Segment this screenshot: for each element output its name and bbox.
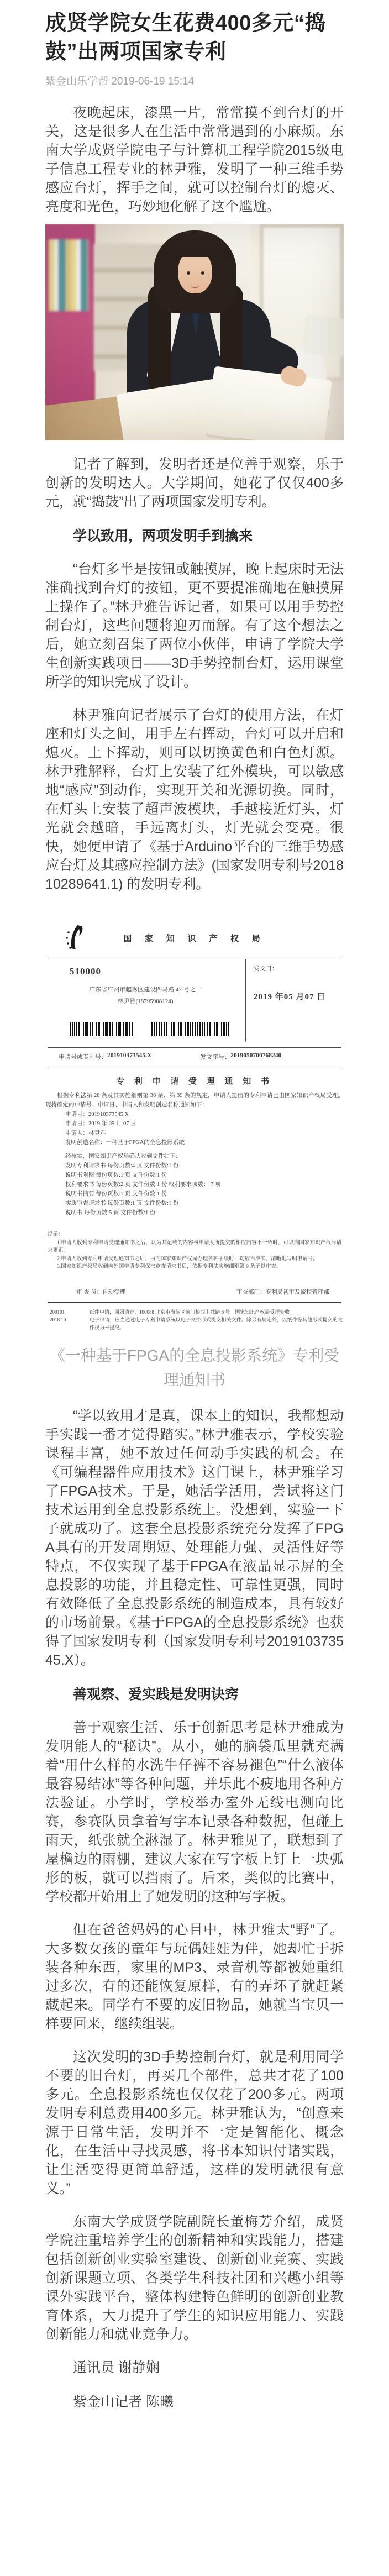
doc-footer-line-2: 电子申请，应当通过电子专利申请系统以电子文件形式提交相关文件。除另有规定外，以纸件等其他形式提交的文件视为未提交。 xyxy=(90,1316,343,1330)
doc-recipient: 林尹雅(18795908124) xyxy=(117,998,174,1005)
paragraph-intro-1: 夜晚起床，漆黑一片，常常摸不到台灯的开关，这是很多人在生活中常常遇到的小麻烦。东南大学成贤学院电子与计算机工程学院2015级电子信息工程专业的林尹雅，发明了一种三维手势感应台灯，挥手之间，就可以控制台灯的熄灭、亮度和光色，巧妙地化解了这个尴尬。 xyxy=(45,105,344,214)
paragraph-cost: 这次发明的3D手势控制台灯，就是利用同学不要的旧台灯，再买几个部件，总共才花了100多元。全息投影系统也仅仅花了200多元。两项发明专利总费用400多元。林尹雅认为，“创意来源于日常生活，发明并不一定是智能化、概念化，在生活中寻找灵感，将书本知识付诸实践，让生活变得更简单舒适，这样的发明就很有意义。” xyxy=(45,2049,344,2196)
paragraph-childhood: 但在爸爸妈妈的心目中，林尹雅太“野”了。大多数女孩的童年与玩偶娃娃为伴，她却忙于拆装各种东西，家里的MP3、录音机等都被她重组过多次，有的还能恢复原样，有的弄坏了就赶紧藏起来。同学有不要的废旧物品，她就当宝贝一样要回来，继续组装。 xyxy=(45,1922,344,2032)
doc-application-no: 201910373545.X xyxy=(107,1052,152,1059)
section-heading-1: 学以致用，两项发明手到擒来 xyxy=(73,528,253,544)
paragraph-intro-2: 记者了解到，发明者还是位善于观察，乐于创新的发明达人。大学期间，她花了仅仅400多元，就“捣鼓”出了两项国家发明专利。 xyxy=(45,457,344,510)
doc-footer-line-1: 纸件申请，回函请寄：100088 北京市海淀区蓟门桥西土城路 6 号 国家知识产权局受理处收 xyxy=(90,1309,290,1315)
barcode-1 xyxy=(70,1022,136,1036)
doc-numbers-row xyxy=(45,1052,344,1061)
doc-footer-text xyxy=(90,1308,343,1331)
doc-issue-date-block xyxy=(245,959,344,1042)
patent-doc-agency-name: 国 家 知 识 产 权 局 xyxy=(123,935,266,943)
doc-serial-no: 2019050700768240 xyxy=(230,1052,282,1059)
patent-acceptance-notice-image xyxy=(45,910,344,1335)
doc-received-item: 说明书附图 每份页数:1 页 文件份数:1 份 xyxy=(65,1172,167,1178)
cnipa-logo-icon xyxy=(65,925,86,953)
doc-received-item: 权利要求书 每份页数:2 页 文件份数:1 份 权利要求项数： 7 项 xyxy=(65,1182,221,1188)
doc-tips-label: 提示： xyxy=(48,1232,64,1237)
doc-received-item: 说明书 每份页数:5 页 文件份数:1 份 xyxy=(65,1210,156,1216)
doc-divider-2 xyxy=(48,1047,341,1048)
source-and-date: 紫金山乐学帮 2019-06-19 15:14 xyxy=(45,76,195,87)
doc-department: 审查部门：专利局初审及流程管理部 xyxy=(236,1289,329,1295)
doc-postcode: 510000 xyxy=(70,966,101,977)
paragraph-observe: 善于观察生活、乐于创新思考是林尹雅成为发明能人的“秘诀”。从小，她的脑袋瓜里就充满着“用什么样的水洗牛仔裤不容易褪色”“什么液体最容易结冰”等各种问题，并乐此不疲地用各种方法验证。小学时，学校举办室外无线电测向比赛，参赛队员拿着写字本记录各种数据，但碰上雨天，纸张就全淋湿了。林尹雅见了，联想到了屋檐边的雨棚，建议大家在写字板上钉上一块弧形的板，就可以挡雨了。后来，类似的比赛中，学校都开始用上了她发明的这种写字板。 xyxy=(45,1719,344,1905)
photo-vignette xyxy=(45,224,344,440)
doc-field-applicant: 申请人：林尹雅 xyxy=(65,1130,106,1136)
doc-issue-date-label: 发文日： xyxy=(254,966,278,972)
doc-tip: 1.申请人收到专利申请受理通知书之后，认为其记载的内容与申请人所提交的相应内容不一致时，可以向国家知识产权局请求更正。 xyxy=(48,1240,341,1253)
doc-footer-code-1: 200101 xyxy=(50,1309,65,1315)
doc-field-invention-name: 发明创造名称：一种基于FPGA的全息投影系统 xyxy=(65,1140,185,1146)
doc-examiner-row xyxy=(45,1288,344,1296)
doc-received-intro: 经核实，国家知识产权局确认收到文件如下： xyxy=(65,1153,181,1160)
signature-reporter: 紫金山记者 陈曦 xyxy=(73,2394,174,2410)
doc-received-item: 说明书摘要 每份页数:1 页 文件份数:1 份 xyxy=(65,1191,167,1197)
doc-footer-code-2: 2018.10 xyxy=(50,1316,66,1323)
doc-received-item: 发明专利请求书 每份页数:4 页 文件份数:1 份 xyxy=(65,1163,179,1169)
paragraph-fpga: “学以致用才是真，课本上的知识，我都想动手实践一番才觉得踏实。”林尹雅表示，学校实验课程丰富，她不放过任何动手实践的机会。在《可编程器件应用技术》这门课上，林尹雅学习了FPGA技术。于是，她活学活用，尝试将这门技术运用到全息投影系统上。没想到，实验一下子就成功了。这套全息投影系统充分发挥了FPGA具有的开发周期短、处理能力强、灵活性好等特点，不仅实现了基于FPGA在液晶显示屏的全息投影的功能，并且稳定性、可靠性更强，同时有效降低了全息投影系统的制造成本，具有较好的市场前景。《基于FPGA的全息投影系统》也获得了国家发明专利（国家发明专利号201910373545.X）。 xyxy=(45,1408,344,1668)
patent-image-caption: 《一种基于FPGA的全息投影系统》专利受理通知书 xyxy=(49,1346,340,1388)
doc-body xyxy=(45,1091,344,1218)
doc-tip: 2.申请人收到专利申请受理通知书之后，再向国家知识产权局办理各种手续时，均应当准确、清晰地写明申请号。 xyxy=(57,1256,318,1262)
doc-tips xyxy=(45,1231,344,1271)
doc-issue-date: 2019 年05 月07 日 xyxy=(254,993,326,1001)
doc-examiner: 审 查 员：自动受理 xyxy=(76,1289,126,1295)
article-title: 成贤学院女生花费400多元“捣鼓”出两项国家专利 xyxy=(45,12,326,64)
paragraph-college-intro: 东南大学成贤学院副院长董梅芳介绍，成贤学院注重培养学生的创新精神和实践能力，搭建包括创新创业实验室建设、创新创业竞赛、实践创新课题立项、各类学生科技社团和兴趣小组等课外实践平台，整体构建特色鲜明的创新创业教育体系，大力提升了学生的知识应用能力、实践创新能力和就业竞争力。 xyxy=(45,2213,344,2342)
doc-address-left xyxy=(45,959,245,1042)
doc-field-application-date: 申请日：2019 年 05 月 07 日 xyxy=(65,1121,136,1127)
article-photo-girl-graduation xyxy=(45,224,344,440)
doc-received-item: 实质审查请求书 每份页数:1 页 文件份数:1 份 xyxy=(65,1200,179,1206)
doc-footer xyxy=(45,1306,344,1335)
doc-serial-no-label: 发文序号： xyxy=(200,1054,231,1061)
doc-footer-codes xyxy=(50,1308,81,1331)
doc-address-block xyxy=(45,959,344,1042)
patent-doc-header xyxy=(45,925,344,952)
doc-notice-title: 专 利 申 请 受 理 通 知 书 xyxy=(115,1077,273,1086)
doc-application-no-label: 申请号或专利号： xyxy=(59,1054,107,1061)
doc-address-line: 广东省广州市越秀区建设四马路 47 号之一 xyxy=(89,987,202,993)
signature-correspondent: 通讯员 谢静娴 xyxy=(73,2359,160,2375)
doc-intro: 根据专利法第 28 条及其实施细则第 38 条、第 39 条的规定，申请人提出的专利申请已由国家知识产权局受理。现将确定的申请号、申请日、申请人和发明创造名称通知如下： xyxy=(45,1093,344,1108)
barcode-2 xyxy=(151,1022,230,1036)
paragraph-lamp-idea: “台灯多半是按钮或触摸屏，晚上起床时无法准确找到台灯的按钮，更不要提准确地在触摸屏上操作了。”林尹雅告诉记者，如果可以用手势控制台灯，这些问题将迎刃而解。有了这个想法之后，她立刻召集了两位小伙伴，申请了学院大学生创新实践项目——3D手势控制台灯，运用课堂所学的知识完成了设计。 xyxy=(45,562,344,690)
doc-barcodes xyxy=(70,1022,245,1036)
doc-tip: 3.国家知识产权局收到向外国申请专利保密审查请求书后，依据专利法实施细则第 9 条予以审查。 xyxy=(57,1264,282,1269)
section-heading-2: 善观察、爱实践是发明诀窍 xyxy=(73,1686,239,1702)
doc-divider-bottom xyxy=(48,1302,341,1303)
paragraph-lamp-demo: 林尹雅向记者展示了台灯的使用方法，在灯座和灯头之间，用手左右挥动，台灯可以开启和熄灭。上下挥动，则可以切换黄色和白色灯源。林尹雅解释，台灯上安装了红外模块，可以敏感地“感应”到动作，实现开关和光源切换。同时，在灯头上安装了超声波模块，手越接近灯头，灯光就会越暗，手远离灯头，灯光就会变亮。很快，她便申请了《基于Arduino平台的三维手势感应台灯及其感应控制方法》(国家发明专利号201810289641.1) 的发明专利。 xyxy=(45,707,344,892)
doc-field-application-no: 申请号：201910373545.X xyxy=(65,1111,129,1118)
